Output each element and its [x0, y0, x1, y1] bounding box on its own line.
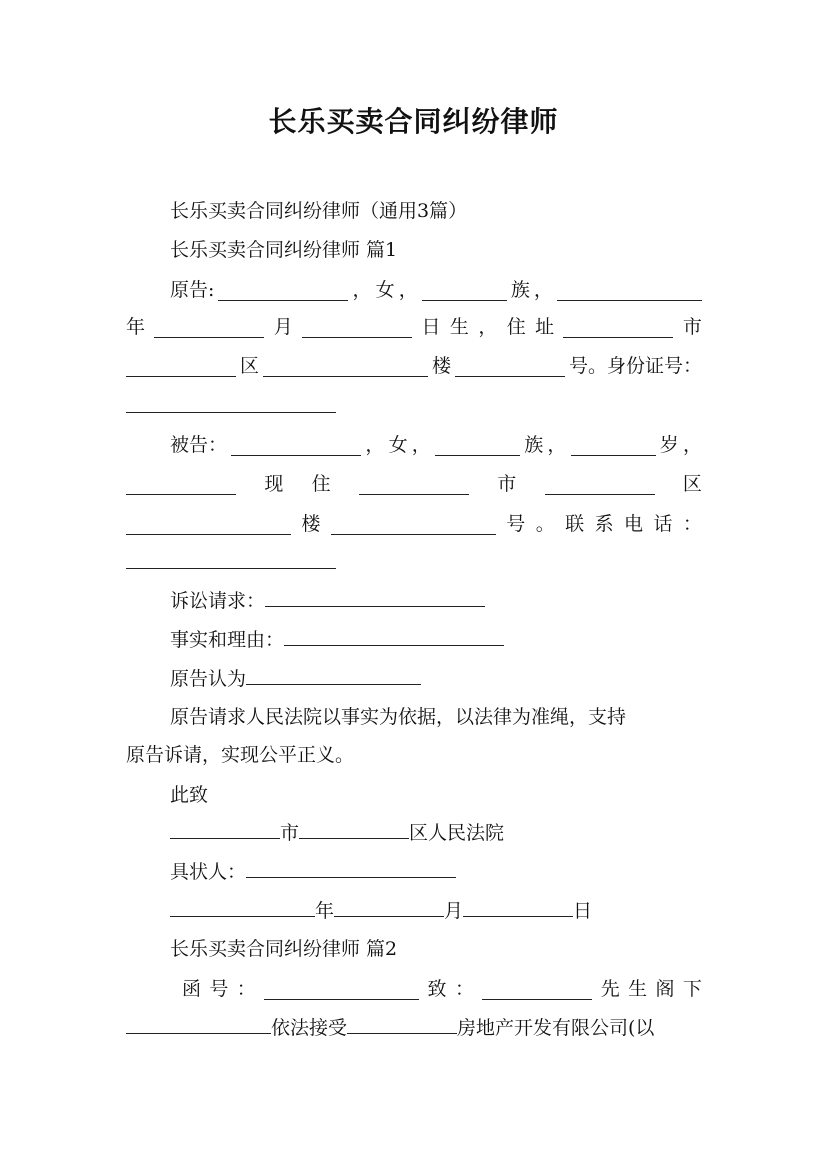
- letter-line-2: [126, 1013, 702, 1043]
- sir-char: 阁: [655, 978, 675, 1000]
- living-label-2: 住: [311, 473, 331, 495]
- court-label: 区人民法院: [409, 822, 505, 844]
- to-colon: ：: [454, 978, 474, 1000]
- day-blank: [463, 896, 573, 917]
- defendant-name-blank: [231, 435, 361, 456]
- comma: ，: [682, 434, 702, 456]
- comma: ，: [352, 279, 372, 301]
- accept-label: 依法接受: [271, 1017, 348, 1039]
- signer-label: 具状人：: [170, 861, 247, 883]
- city-blank: [126, 356, 236, 377]
- city-blank: [170, 818, 280, 839]
- prefix-blank: [126, 474, 236, 495]
- plaintiff-name-blank: [218, 280, 348, 301]
- city-label: 市: [497, 473, 517, 495]
- defendant-line-2: [126, 469, 702, 499]
- contact-colon: ：: [682, 513, 702, 535]
- district-blank: [126, 514, 291, 535]
- comma: ，: [547, 434, 567, 456]
- salutation: 此致: [170, 784, 209, 806]
- comma: ，: [365, 434, 385, 456]
- claim-blank: [265, 586, 485, 607]
- sir-char: 先: [600, 978, 620, 1000]
- month-label: 月: [273, 316, 293, 338]
- id-number-blank: [126, 392, 336, 413]
- plaintiff-line-2: [126, 312, 702, 342]
- plaintiff-line-3: [126, 351, 702, 381]
- letter-colon: ：: [236, 978, 256, 1000]
- facts-label: 事实和理由：: [170, 629, 285, 651]
- defendant-line-3: [126, 509, 702, 539]
- year-label: 年: [126, 316, 146, 338]
- facts-line: [170, 625, 702, 655]
- address-label-2: 址: [535, 316, 555, 338]
- district-label: 区: [682, 473, 702, 495]
- plaintiff-line-4: [126, 392, 702, 422]
- born-label: 生: [449, 316, 469, 338]
- sir-char: 下: [682, 978, 702, 1000]
- building-label: 楼: [301, 513, 321, 535]
- city-label: 市: [280, 822, 300, 844]
- company-blank: [347, 1013, 457, 1034]
- contact-char: 话: [653, 513, 673, 535]
- age-label: 岁: [659, 434, 679, 456]
- recipient-blank: [482, 979, 592, 1000]
- defendant-line-1: [170, 430, 702, 460]
- opinion-line: [170, 664, 702, 694]
- plaintiff-extra-blank: [557, 280, 702, 301]
- age-blank: [571, 435, 656, 456]
- period: 。: [535, 513, 555, 535]
- gender-female: 女: [375, 279, 395, 301]
- document-title: 长乐买卖合同纠纷律师: [268, 105, 559, 138]
- date-line: [170, 896, 702, 926]
- year-label: 年: [315, 900, 335, 922]
- gender-female: 女: [388, 434, 408, 456]
- year-blank: [170, 896, 315, 917]
- plaintiff-label: 原告:: [170, 279, 215, 301]
- ethnic-blank: [422, 280, 507, 301]
- contact-char: 电: [624, 513, 644, 535]
- year-blank: [154, 317, 264, 338]
- building-label: 楼: [431, 355, 451, 377]
- living-label: 现: [264, 473, 284, 495]
- month-blank: [302, 317, 412, 338]
- building-blank: [331, 514, 496, 535]
- subtitle: 长乐买卖合同纠纷律师（通用3篇）: [170, 200, 468, 222]
- letter-char: 函: [182, 978, 202, 1000]
- claim-label: 诉讼请求：: [170, 590, 266, 612]
- letter-number-blank: [264, 979, 419, 1000]
- plaintiff-line-1: [170, 275, 702, 305]
- address-blank: [563, 317, 673, 338]
- id-number-label: 号。身份证号：: [568, 355, 702, 377]
- contact-char: 联: [565, 513, 585, 535]
- day-label: 日: [573, 900, 593, 922]
- sir-char: 生: [628, 978, 648, 1000]
- defendant-line-4: [126, 548, 702, 578]
- opinion-blank: [246, 664, 421, 685]
- comma: ，: [398, 279, 418, 301]
- number-label: 号: [506, 513, 526, 535]
- ethnic-blank: [435, 435, 520, 456]
- ethnic-label: 族: [510, 279, 530, 301]
- section-heading-1: 长乐买卖合同纠纷律师 篇1: [170, 239, 398, 261]
- request-line-2: 原告诉请，实现公平正义。: [126, 744, 355, 766]
- company-label: 房地产开发有限公司(以: [457, 1017, 655, 1039]
- phone-blank: [126, 548, 336, 569]
- ethnic-label: 族: [524, 434, 544, 456]
- living-blank: [359, 474, 469, 495]
- city-label: 市: [682, 316, 702, 338]
- court-line: [170, 818, 702, 848]
- letter-line-1: [182, 974, 702, 1004]
- contact-char: 系: [594, 513, 614, 535]
- comma: ，: [533, 279, 553, 301]
- month-label: 月: [444, 900, 464, 922]
- request-line-1: 原告请求人民法院以事实为依据，以法律为准绳，支持: [170, 706, 627, 728]
- signer-blank: [246, 857, 456, 878]
- building-blank: [455, 356, 565, 377]
- comma: ，: [478, 316, 498, 338]
- address-label: 住: [506, 316, 526, 338]
- district-label: 区: [239, 355, 259, 377]
- facts-blank: [284, 625, 504, 646]
- district-blank: [263, 356, 428, 377]
- defendant-label: 被告：: [170, 434, 228, 456]
- letter-char: 号: [209, 978, 229, 1000]
- claim-line: [170, 586, 702, 616]
- opinion-label: 原告认为: [170, 668, 247, 690]
- month-blank: [334, 896, 444, 917]
- city-blank: [545, 474, 655, 495]
- section-heading-2: 长乐买卖合同纠纷律师 篇2: [170, 938, 398, 960]
- signer-line: [170, 857, 702, 887]
- to-char: 致: [427, 978, 447, 1000]
- day-label: 日: [421, 316, 441, 338]
- comma: ，: [411, 434, 431, 456]
- district-blank: [299, 818, 409, 839]
- lawfirm-blank: [126, 1013, 271, 1034]
